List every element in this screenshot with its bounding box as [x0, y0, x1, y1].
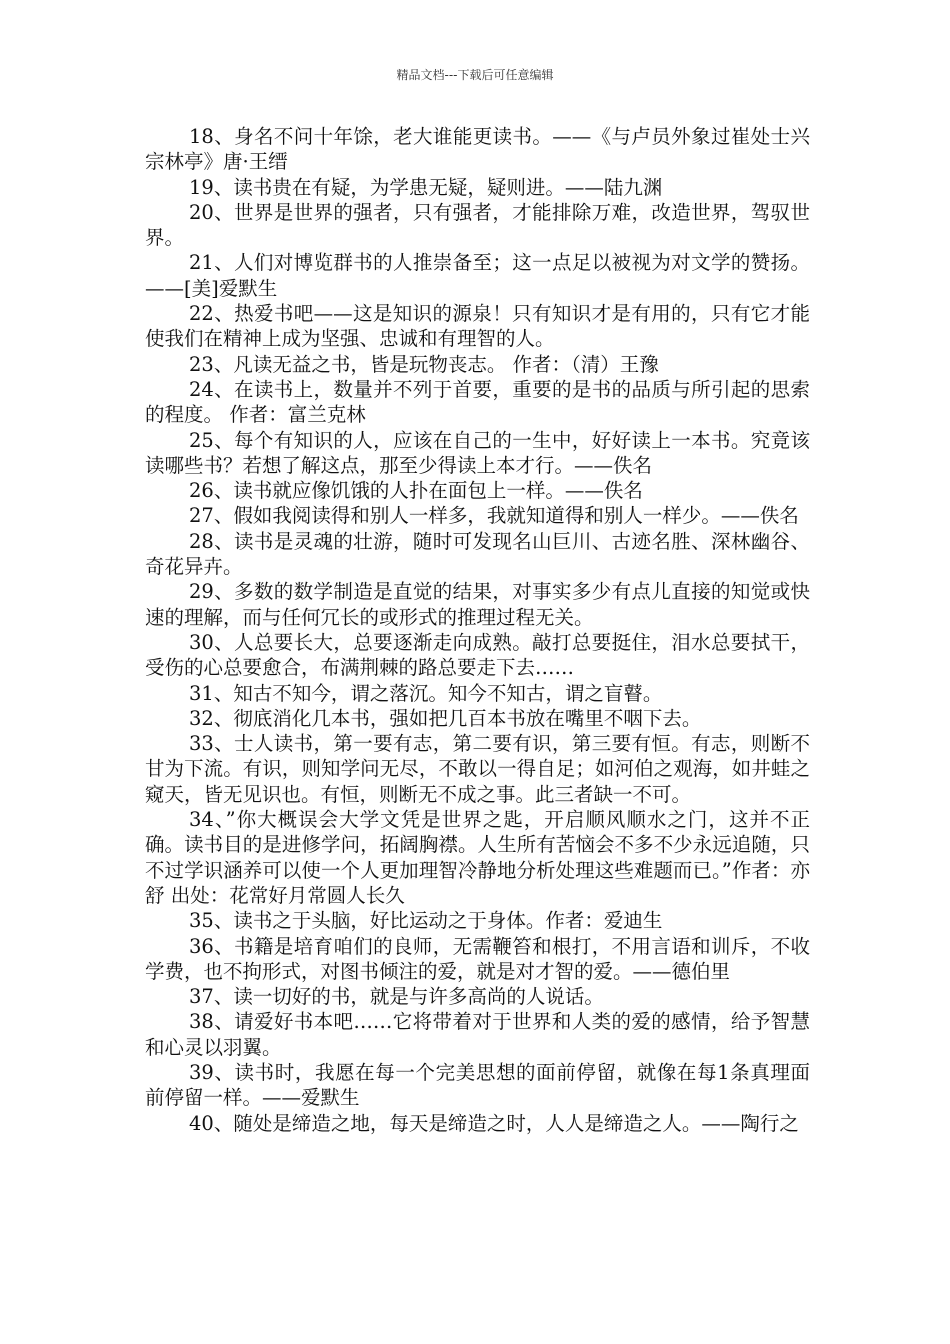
quote-38: 38、请爱好书本吧……它将带着对于世界和人类的爱的感情，给予智慧和心灵以羽翼。 — [145, 1010, 810, 1059]
quote-19: 19、读书贵在有疑，为学患无疑，疑则进。——陆九渊 — [189, 175, 663, 199]
quote-28: 28、读书是灵魂的壮游，随时可发现名山巨川、古迹名胜、深林幽谷、奇花异卉。 — [145, 529, 810, 579]
quote-31: 31、知古不知今，谓之落沉。知今不知古，谓之盲瞽。 — [189, 681, 663, 705]
page-header: 精品文档---下载后可任意编辑 — [396, 68, 554, 82]
quote-list — [145, 124, 810, 1136]
quote-20: 20、世界是世界的强者，只有强者，才能排除万难，改造世界，驾驭世界。 — [145, 200, 810, 250]
quote-33: 33、士人读书，第一要有志，第二要有识，第三要有恒。有志，则断不甘为下流。有识，则知学问无尽，不敢以一得自足；如河伯之观海，如井蛙之窥天，皆无见识也。有恒，则断无不成之事。此三者缺一不可。 — [145, 732, 810, 806]
quote-29: 29、多数的数学制造是直觉的结果，对事实多少有点儿直接的知觉或快速的理解，而与任何冗长的或形式的推理过程无关。 — [145, 580, 810, 629]
quote-30: 30、人总要长大，总要逐渐走向成熟。敲打总要挺住，泪水总要拭干，受伤的心总要愈合，布满荆棘的路总要走下去…… — [145, 630, 810, 680]
quote-34: 34、”你大概误会大学文凭是世界之匙，开启顺风顺水之门，这并不正确。读书目的是进修学问，拓阔胸襟。人生所有苦恼会不多不少永远追随，只不过学识涵养可以使一个人更加理智冷静地分析处理这些难题而已。”作者：亦舒 出处：花常好月常圆人长久 — [145, 808, 810, 907]
quote-23: 23、凡读无益之书，皆是玩物丧志。 作者：（清）王豫 — [189, 352, 659, 376]
quote-32: 32、彻底消化几本书，强如把几百本书放在嘴里不咽下去。 — [189, 706, 702, 730]
quote-35: 35、读书之于头脑，好比运动之于身体。作者：爱迪生 — [189, 909, 663, 933]
quote-36: 36、书籍是培育咱们的良师，无需鞭笞和根打，不用言语和训斥，不收学费，也不拘形式，对图书倾注的爱，就是对才智的爱。——德伯里 — [145, 934, 810, 983]
quote-18: 18、身名不问十年馀，老大谁能更读书。——《与卢员外象过崔处士兴宗林亭》唐·王缙 — [145, 125, 810, 174]
quote-24: 24、在读书上，数量并不列于首要，重要的是书的品质与所引起的思索的程度。 作者：富兰克林 — [145, 377, 810, 427]
quote-25: 25、每个有知识的人，应该在自己的一生中，好好读上一本书。究竟该读哪些书？若想了解这点，那至少得读上本才行。——佚名 — [145, 428, 810, 477]
quote-37: 37、读一切好的书，就是与许多高尚的人说话。 — [189, 985, 604, 1009]
quote-22: 22、热爱书吧——这是知识的源泉！只有知识才是有用的，只有它才能使我们在精神上成为坚强、忠诚和有理智的人。 — [145, 302, 810, 351]
quote-27: 27、假如我阅读得和别人一样多，我就知道得和别人一样少。——佚名 — [189, 504, 799, 528]
quote-26: 26、读书就应像饥饿的人扑在面包上一样。——佚名 — [189, 479, 643, 503]
quote-21: 21、人们对博览群书的人推崇备至；这一点足以被视为对文学的赞扬。 ——[美]爱默生 — [145, 251, 810, 300]
quote-39: 39、读书时，我愿在每一个完美思想的面前停留，就像在每1条真理面前停留一样。——爱默生 — [145, 1060, 810, 1110]
quote-40: 40、随处是缔造之地，每天是缔造之时，人人是缔造之人。——陶行之 — [189, 1111, 799, 1135]
